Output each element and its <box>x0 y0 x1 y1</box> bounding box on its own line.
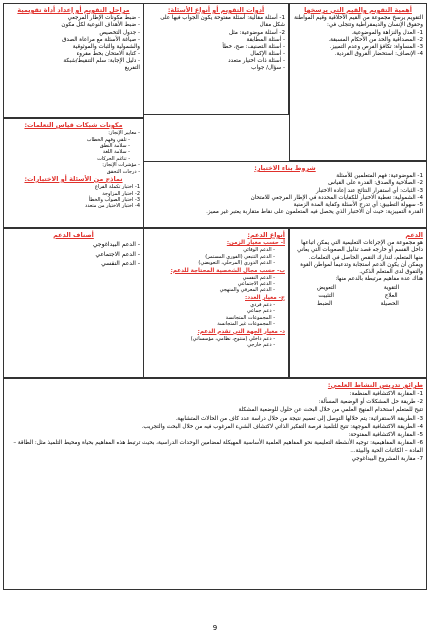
pair-row <box>293 301 423 308</box>
concept-pairs <box>293 285 423 308</box>
pair-row <box>293 293 423 300</box>
measurement-grids-box <box>3 118 144 228</box>
list-item: 1- اختبار تكملة الفراغ <box>94 184 140 191</box>
test-conditions-box <box>143 161 427 228</box>
list-item: 7- مقاربة المشروع البيداغوجي <box>351 456 423 463</box>
list-item: 4- الإنصاف: استحضار الفروق الفردية. <box>334 50 423 57</box>
list-item: 2- الصلاحية والصدق: القدرة على القياس <box>328 180 423 187</box>
list-item: - الدعم الدوري (المرحلي، التعويضي) <box>198 260 275 267</box>
list-item: - مؤشرات الإنجاز: <box>102 162 140 169</box>
subsection-title: ب- حسب مجال الشخصية المحتاجة للدعم: <box>170 267 285 274</box>
list-item: - صياغة الأسئلة مع مراعاة الصدق <box>62 36 140 43</box>
list-item: 5- سهولة التطبيق: أي تدرج الأسئلة وكفاية المدة الزمنية <box>293 201 423 208</box>
list-item: 1- المقاربة الاكتشافية المنظمة: <box>349 391 423 398</box>
list-item: 2- طريقة حل المشكلات أو الوضعية المسألة: <box>318 399 423 406</box>
list-item: 5- المقاربة الاكتشافية المفتوحة: <box>348 431 423 438</box>
list-item: - الدعم البيداغوجي <box>92 241 140 249</box>
list-item: - دعم جماعي <box>246 308 275 315</box>
list-item: - درجات التحقق <box>106 168 140 175</box>
support-definition-box <box>289 228 427 378</box>
list-item: القدرة التمييزية: حيث أن الاختبار الذي يحصل فيه المتعلمون على نقاط متقاربة يعتبر غير مميز. <box>206 208 423 215</box>
list-item: 4- الشمولية: تغطية الاختبار للكفايات المحددة في الإطار المرجعي للامتحان <box>250 194 423 201</box>
list-item: - دعم خارجي <box>247 342 275 349</box>
list-item: 4- الطريقة الاكتشافية الموجهة: تتيح للتلميذ فرصة التفكير الذاتي لاكتشاف الشيء المرغوب فيه من خلال البحث والتجريب. <box>141 423 423 430</box>
subsection-title: أ- حسب معيار الزمن: <box>226 240 285 247</box>
list-item: - أسئلة ذات اختيار متعدد <box>228 58 285 65</box>
list-item: - أسئلة التصنيف: صح، خطأ <box>222 43 285 50</box>
concept: الحصيلة <box>380 301 399 308</box>
list-item: 3- الثبات: أي استقرار النتائج عند إعادة الاختبار <box>315 187 423 194</box>
list-item: - دعم فردي <box>250 302 275 308</box>
pair-row <box>293 285 423 292</box>
list-item: 3- اختبار الصواب والخطأ <box>88 196 140 203</box>
concept: التقوية <box>383 285 400 292</box>
list-item: - أسئلة المطابقة <box>246 36 285 43</box>
support-types-box <box>143 228 289 378</box>
section-title: طرائق تدريس النشاط العلمي: <box>327 381 423 389</box>
evaluation-tools-box <box>143 3 289 115</box>
list-item: 4- اختبار الاختيار من متعدد <box>84 203 140 210</box>
concept: التعويض <box>316 285 336 292</box>
list-item: التفريغ <box>124 65 140 72</box>
section-title: أصناف الدعم <box>53 231 94 239</box>
section-title: نماذج من الأسئلة أو الاختبارات: <box>24 174 123 183</box>
science-teaching-methods-box <box>3 378 427 590</box>
list-item: 3- الطريقة الاستقرائية: يتم خلالها التوصل إلى تعميم نتيجة من خلال دراسة عدد كاف من الحالات المتشابهة. <box>175 415 423 422</box>
list-item: - الدعم النفسي <box>101 260 140 268</box>
support-classes-box <box>3 228 144 378</box>
list-item: 2- اختبار المزاوجة <box>102 190 140 197</box>
list-item: - ضبط الأهداف النوعية لكل مكون <box>61 22 140 29</box>
list-item: - تلقي وفهم الخطاب <box>86 136 130 143</box>
list-item: - تناغم الحركات <box>97 155 130 162</box>
list-item: - الدعم النفسي <box>242 274 275 281</box>
section-title: أنواع الدعم: <box>247 231 285 239</box>
subsection-title: ج- معيار العدد: <box>245 294 285 301</box>
section-title: شروط بناء الاختبار: <box>254 164 316 172</box>
list-item: 6- المقاربة المفاهيمية: توجيه الأنشطة التعليمية نحو المفاهيم العلمية الأساسية المهيكلة لمضامين الوحدات الدراسية، بحيث ترتبط هذه المفاهيم بحياة ومحيط التلميذ مثل: الطاقة – المادة – الكائنات الحية والبيئة... <box>13 439 423 454</box>
section-text: هو مجموعة من الإجراءات التعليمية التي يمكن اتباعها داخل القسم أو خارجه قصد تذليل الصعوبات التي يعاني منها المتعلم، لتدارك النقص الحاصل في التعلمات. <box>297 240 423 261</box>
list-item: - جدول التخصيص <box>99 29 140 36</box>
list-item: - سلامة النطق <box>99 142 130 149</box>
evaluation-stages-box <box>3 3 144 118</box>
section-title: أهمية التقويم والقيم التي يرسخها <box>304 6 412 14</box>
list-item: والشمولية والثبات والموثوقية <box>72 43 140 50</box>
concept: الضبط <box>317 301 333 308</box>
list-item: - سؤال/ جواب <box>251 65 285 72</box>
section-text: التقويم يرسخ مجموعة من القيم الأخلاقية وقيم المواطنة وحقوق الإنسان والديمقراطية وتتجلى في: <box>294 15 423 29</box>
list-item: - المجموعات المتجانسة <box>225 314 275 321</box>
section-text: هناك عدة مفاهيم مرتبطة بالدعم منها: <box>335 275 423 282</box>
list-item: - معايير الإنجاز: <box>108 130 140 137</box>
section-title: مكونات شبكات قياس التعلمات: <box>24 121 123 129</box>
section-title: مراحل التقويم أو إعداد أداة تقويمية <box>17 6 130 14</box>
importance-of-evaluation-box <box>289 3 427 161</box>
section-title: الدعم <box>405 231 423 239</box>
page-number: 9 <box>212 624 218 632</box>
list-item: - أسئلة الإكمال <box>250 50 285 57</box>
list-item: تتيح للمتعلم استخدام المنهج العلمي من خلال البحث عن حلول للوضعية المشكلة <box>238 407 423 414</box>
list-item: - سلامة اللغة <box>102 149 130 156</box>
list-item: 2- أسئلة موضوعية: مثل <box>228 29 285 36</box>
list-item: 2- المصداقية والحد من الأحكام المسبقة. <box>328 36 423 43</box>
concept: العلاج <box>384 293 398 300</box>
subsection-title: د- معيار الجهة التي تقدم الدعم: <box>197 328 285 335</box>
list-item: 1- أسئلة مقالية: أسئلة مفتوحة يكون الجواب فيها على شكل مقال <box>160 15 285 29</box>
list-item: - الدعم الاجتماعي <box>95 250 140 258</box>
section-text: ويمكن أن يكون الدعم استجابة وتدعيما لمواطن القوة والتفوق لدى المتعلم الذكي. <box>300 261 423 275</box>
list-item: - المجموعات غير المتجانسة <box>217 321 275 328</box>
list-item: 1- العدل والنزاهة والموضوعية. <box>351 29 423 36</box>
list-item: - الدعم التتبعي (الفوري المستمر) <box>205 253 275 260</box>
list-item: - دعم داخلي (منتوج، نظامي، مؤسساتي) <box>190 335 275 342</box>
list-item: 1- الموضوعية: فهم المتعلمين للأسئلة <box>336 173 423 180</box>
list-item: - دليل الإجابة: سلم التنقيط/شبكة <box>63 58 140 65</box>
list-item: - الدعم الاجتماعي <box>237 281 275 288</box>
list-item: 3- المساواة: تكافؤ الفرص وعدم التمييز. <box>329 43 423 50</box>
list-item: - ضبط مكونات الإطار المرجعي <box>67 15 140 22</box>
concept: التثبيت <box>318 293 334 300</box>
list-item: - كتابة الامتحان بخط مقروء <box>76 50 140 57</box>
list-item: - الدعم الوقائي <box>243 247 275 254</box>
section-title: أدوات التقويم أو أنواع الأسئلة: <box>167 6 265 14</box>
list-item: - الدعم المعرفي والمنهجي <box>219 287 275 294</box>
